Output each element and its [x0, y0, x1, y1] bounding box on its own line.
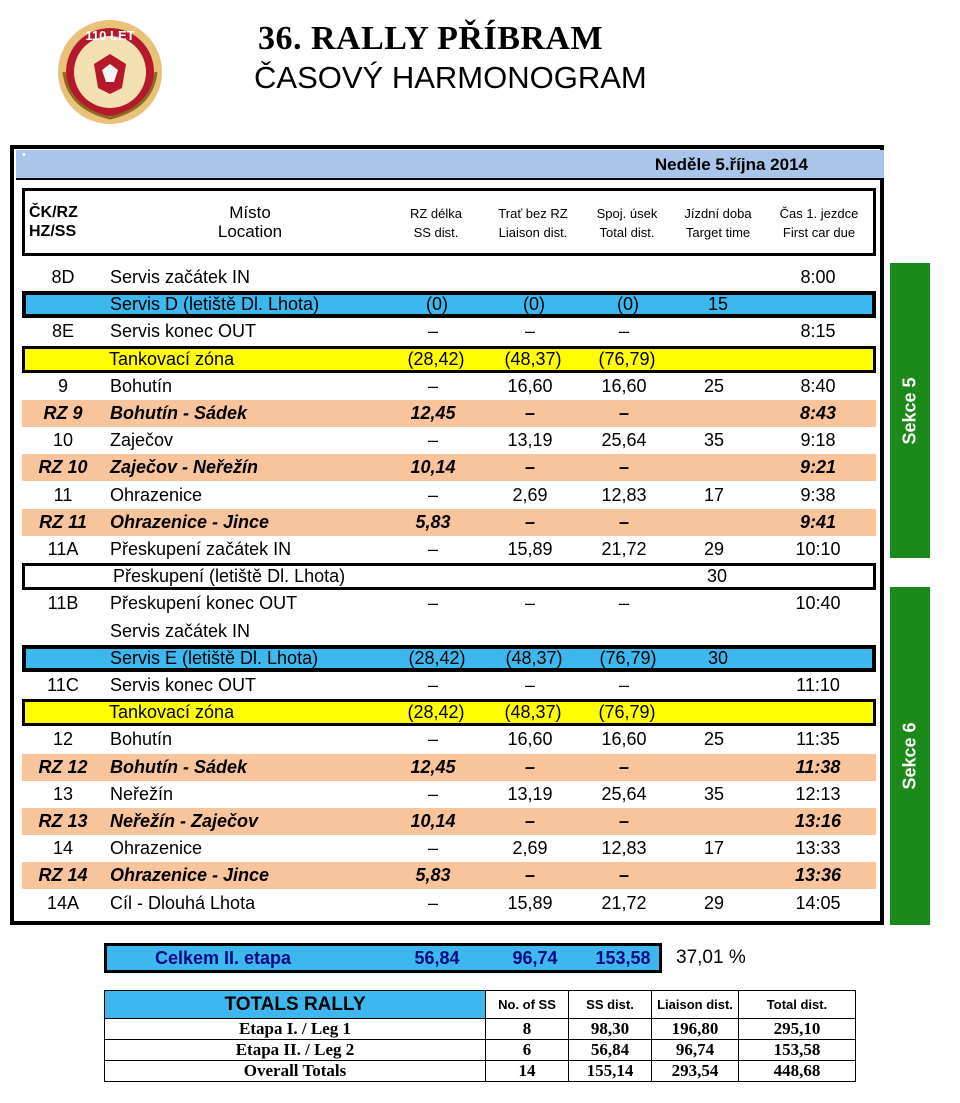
- cell-ck: 12: [52, 729, 74, 750]
- cell-ck: 11: [53, 484, 73, 505]
- cell-jiz: [672, 808, 756, 835]
- cell-jiz: [672, 590, 756, 617]
- col-jiz-2: Target time: [685, 225, 751, 240]
- totals-row-ss: 8: [486, 1019, 569, 1040]
- cell-ck: RZ 10: [38, 457, 88, 478]
- cell-traf: 2,69: [512, 484, 548, 505]
- cell-traf: –: [524, 865, 535, 886]
- schedule-row: [22, 318, 876, 345]
- cell-spoj: 16,60: [601, 375, 647, 396]
- cell-rz: 5,83: [415, 865, 451, 886]
- cell-ck: 13: [52, 783, 74, 804]
- stage-total-ss: 56,84: [414, 948, 460, 968]
- cell-spoj: (76,79): [598, 348, 656, 369]
- cell-spoj: –: [618, 811, 629, 831]
- cell-loc: Bohutín - Sádek: [110, 756, 248, 777]
- cell-loc: Zaječov: [110, 430, 174, 451]
- cell-jiz: 35: [703, 783, 725, 804]
- cell-ck: 11B: [47, 593, 79, 614]
- cell-cas: 12:13: [795, 783, 841, 804]
- cell-cas: [769, 346, 873, 373]
- cell-spoj: 25,64: [601, 430, 647, 451]
- cell-ck: 8D: [51, 267, 75, 287]
- cell-loc: Přeskupení konec OUT: [110, 593, 298, 614]
- date-label: Neděle 5.října 2014: [654, 155, 808, 174]
- cell-ck: [26, 291, 108, 318]
- cell-spoj: (76,79): [599, 647, 657, 668]
- cell-rz: [392, 264, 474, 291]
- cell-spoj: 25,64: [601, 783, 647, 804]
- cell-traf: –: [524, 403, 535, 423]
- cell-loc: Tankovací zóna: [109, 702, 235, 723]
- cell-cas: [769, 699, 873, 726]
- cell-loc: Servis D (letiště Dl. Lhota): [110, 294, 320, 315]
- cell-traf: 13,19: [507, 783, 553, 804]
- cell-traf: –: [524, 811, 535, 831]
- cell-cas: 9:38: [800, 484, 836, 505]
- cell-traf: [488, 618, 572, 645]
- col-spoj-1: Spoj. úsek: [596, 206, 658, 221]
- cell-traf: –: [524, 511, 535, 532]
- cell-loc: Servis začátek IN: [110, 620, 251, 641]
- cell-loc: Neřežín: [110, 783, 174, 804]
- schedule-row: [22, 726, 876, 753]
- service-row: [22, 291, 876, 318]
- cell-loc: Ohrazenice: [110, 484, 203, 505]
- totals-row-total: 448,68: [739, 1061, 856, 1082]
- logo-text: 110 LET: [85, 28, 135, 43]
- cell-jiz: 29: [703, 892, 725, 913]
- cell-rz: –: [427, 838, 438, 859]
- cell-rz: –: [427, 375, 438, 396]
- schedule-row: [22, 835, 876, 862]
- cell-spoj: [582, 264, 666, 291]
- cell-spoj: –: [618, 593, 629, 614]
- cell-traf: [491, 563, 575, 590]
- cell-loc: Ohrazenice - Jince: [110, 511, 270, 532]
- cell-rz: –: [427, 321, 438, 342]
- cell-cas: 8:00: [800, 267, 836, 287]
- refuel-row: [22, 346, 876, 373]
- stage-total-label: Celkem II. etapa: [155, 948, 292, 968]
- cell-rz: 5,83: [415, 511, 451, 532]
- totals-header-ssdist: SS dist.: [569, 991, 652, 1019]
- cell-ck: [26, 645, 108, 672]
- cell-rz: –: [427, 539, 438, 559]
- totals-title: TOTALS RALLY: [105, 991, 486, 1019]
- schedule-row: [22, 672, 876, 699]
- cell-traf: (48,37): [505, 647, 563, 668]
- cell-loc: Servis konec OUT: [110, 321, 257, 342]
- cell-spoj: 21,72: [601, 539, 647, 559]
- cell-traf: –: [524, 457, 535, 478]
- cell-spoj: –: [618, 756, 629, 777]
- cell-cas: 13:33: [795, 838, 841, 859]
- section-6-label: Sekce 6: [899, 722, 920, 790]
- cell-traf: –: [524, 756, 535, 777]
- col-ck-2: HZ/SS: [29, 223, 77, 240]
- cell-ck: 9: [57, 375, 68, 396]
- cell-rz: (28,42): [408, 647, 466, 668]
- cell-ck: [25, 699, 107, 726]
- cell-ck: [25, 563, 107, 590]
- section-6-band: [890, 587, 930, 925]
- cell-jiz: [675, 699, 759, 726]
- cell-cas: 11:38: [795, 756, 841, 777]
- cell-jiz: 30: [707, 647, 729, 668]
- col-jiz-1: Jízdní doba: [684, 206, 752, 221]
- totals-header-ss: No. of SS: [486, 991, 569, 1019]
- cell-traf: 13,19: [507, 430, 553, 451]
- stage-row: [22, 862, 876, 889]
- cell-traf: –: [524, 593, 535, 614]
- totals-row-ss: 14: [486, 1061, 569, 1082]
- cell-cas: 9:41: [799, 511, 837, 532]
- cell-jiz: 17: [703, 484, 725, 505]
- totals-row-ssdist: 155,14: [569, 1061, 652, 1082]
- schedule-row: [22, 536, 876, 563]
- cell-spoj: –: [618, 321, 629, 342]
- refuel-row: [22, 699, 876, 726]
- stage-total-total: 153,58: [595, 948, 651, 968]
- cell-cas: 10:40: [795, 593, 841, 614]
- schedule-row: [22, 427, 876, 454]
- schedule-row: [22, 482, 876, 509]
- stage-row: [22, 509, 876, 536]
- schedule-row: [22, 373, 876, 400]
- cell-rz: –: [427, 484, 438, 505]
- cell-spoj: –: [618, 511, 629, 532]
- cell-jiz: 30: [706, 566, 728, 587]
- totals-row-ssdist: 98,30: [569, 1019, 652, 1040]
- schedule-row: [22, 590, 876, 617]
- cell-jiz: 25: [703, 375, 725, 396]
- cell-traf: (48,37): [504, 702, 562, 723]
- cell-rz: –: [427, 892, 438, 913]
- cell-loc: Cíl - Dlouhá Lhota: [110, 892, 256, 913]
- stage-row: [22, 400, 876, 427]
- cell-traf: 15,89: [507, 892, 553, 913]
- cell-jiz: [675, 346, 759, 373]
- cell-loc: Servis E (letiště Dl. Lhota): [110, 647, 319, 668]
- club-logo: [56, 18, 164, 126]
- cell-cas: 13:16: [794, 811, 842, 831]
- stage-total-bar: [104, 943, 662, 973]
- totals-row-label: Etapa II. / Leg 2: [105, 1040, 486, 1061]
- cell-cas: [770, 291, 874, 318]
- date-band: • Neděle 5.října 2014: [16, 150, 884, 180]
- cell-ck: [25, 346, 107, 373]
- cell-ck: RZ 13: [38, 811, 88, 831]
- cell-rz: 10,14: [410, 811, 456, 831]
- section-5-label: Sekce 5: [899, 376, 920, 445]
- cell-jiz: 29: [703, 539, 725, 559]
- totals-header-liaison: Liaison dist.: [652, 991, 739, 1019]
- totals-row-label: Overall Totals: [105, 1061, 486, 1082]
- cell-spoj: (76,79): [598, 702, 656, 723]
- cell-ck: 11A: [47, 539, 79, 559]
- cell-rz: 12,45: [410, 403, 456, 423]
- cell-spoj: –: [618, 457, 629, 478]
- cell-traf: –: [524, 321, 535, 342]
- cell-jiz: 35: [703, 430, 725, 451]
- totals-row-label: Etapa I. / Leg 1: [105, 1019, 486, 1040]
- cell-ck: RZ 14: [38, 865, 88, 886]
- cell-jiz: 25: [703, 729, 725, 750]
- cell-rz: –: [427, 783, 438, 804]
- cell-loc: Ohrazenice: [110, 838, 203, 859]
- cell-rz: [395, 563, 477, 590]
- cell-rz: (28,42): [407, 348, 465, 369]
- cell-cas: 11:35: [796, 729, 840, 750]
- totals-header-total: Total dist.: [739, 991, 856, 1019]
- cell-spoj: 12,83: [601, 484, 647, 505]
- cell-jiz: 17: [703, 838, 725, 859]
- cell-spoj: 21,72: [601, 892, 647, 913]
- cell-cas: 8:40: [800, 375, 836, 396]
- cell-jiz: [672, 318, 756, 345]
- totals-row-liaison: 96,74: [652, 1040, 739, 1061]
- cell-ck: 11C: [47, 675, 79, 695]
- stage-total-liaison: 96,74: [512, 948, 558, 968]
- cell-cas: 11:10: [796, 675, 840, 695]
- cell-rz: (28,42): [407, 702, 465, 723]
- cell-loc: Bohutín: [110, 375, 173, 396]
- stage-row: [22, 808, 876, 835]
- cell-rz: –: [427, 430, 438, 451]
- cell-jiz: [672, 672, 756, 699]
- cell-ck: RZ 11: [39, 511, 87, 532]
- totals-row-total: 153,58: [739, 1040, 856, 1061]
- cell-ck: [22, 618, 104, 645]
- cell-spoj: (0): [617, 294, 639, 315]
- cell-rz: –: [427, 593, 438, 614]
- totals-row-liaison: 293,54: [652, 1061, 739, 1082]
- cell-cas: 8:15: [800, 321, 836, 342]
- schedule-row: [22, 890, 876, 917]
- stage-percent: 37,01 %: [676, 947, 746, 968]
- cell-traf: (0): [523, 294, 545, 315]
- col-loc-2: Location: [217, 222, 283, 241]
- page-title: 36. RALLY PŘÍBRAM: [258, 20, 604, 57]
- cell-rz: [392, 618, 474, 645]
- cell-spoj: –: [618, 403, 629, 423]
- cell-jiz: [672, 400, 756, 427]
- section-5-band: [890, 263, 930, 558]
- cell-cas: [766, 618, 870, 645]
- totals-row-total: 295,10: [739, 1019, 856, 1040]
- cell-loc: Bohutín - Sádek: [110, 403, 248, 423]
- cell-spoj: [585, 563, 669, 590]
- cell-traf: 2,69: [512, 838, 548, 859]
- cell-jiz: [672, 618, 756, 645]
- totals-row-ssdist: 56,84: [569, 1040, 652, 1061]
- cell-loc: Servis začátek IN: [110, 267, 251, 287]
- cell-jiz: [672, 862, 756, 889]
- cell-ck: 8E: [51, 321, 75, 342]
- cell-loc: Přeskupení začátek IN: [110, 539, 292, 559]
- cell-traf: 15,89: [507, 539, 553, 559]
- schedule-row: [22, 781, 876, 808]
- cell-rz: 10,14: [410, 457, 456, 478]
- col-loc-1: Místo: [229, 203, 271, 222]
- cell-cas: 9:21: [799, 457, 837, 478]
- schedule-row: [22, 264, 876, 291]
- schedule-row: [22, 618, 876, 645]
- cell-rz: –: [427, 729, 438, 750]
- page-subtitle: ČASOVÝ HARMONOGRAM: [254, 60, 647, 95]
- cell-ck: 10: [52, 430, 74, 451]
- cell-cas: 10:10: [795, 539, 841, 559]
- column-header: [22, 188, 876, 256]
- cell-ck: RZ 9: [43, 403, 83, 423]
- cell-spoj: –: [618, 675, 629, 695]
- cell-ck: RZ 12: [38, 756, 88, 777]
- cell-cas: [769, 563, 873, 590]
- col-ck-1: ČK/RZ: [29, 204, 78, 221]
- cell-jiz: 15: [707, 294, 729, 315]
- stage-row: [22, 454, 876, 481]
- totals-row-ss: 6: [486, 1040, 569, 1061]
- cell-traf: –: [524, 675, 535, 695]
- cell-traf: [488, 264, 572, 291]
- cell-ck: 14: [52, 838, 74, 859]
- col-rz-1: RZ délka: [409, 206, 463, 221]
- col-cas-1: Čas 1. jezdce: [779, 206, 859, 221]
- cell-jiz: [672, 509, 756, 536]
- cell-spoj: [582, 618, 666, 645]
- cell-traf: 16,60: [507, 729, 553, 750]
- cell-jiz: [672, 264, 756, 291]
- cell-jiz: [672, 454, 756, 481]
- cell-ck: 14A: [46, 892, 80, 913]
- cell-cas: 14:05: [795, 892, 841, 913]
- cell-loc: Neřežín - Zaječov: [110, 811, 259, 831]
- cell-cas: 13:36: [794, 865, 842, 886]
- cell-loc: Ohrazenice - Jince: [110, 865, 270, 886]
- cell-loc: Servis konec OUT: [110, 675, 257, 695]
- col-traf-1: Trať bez RZ: [498, 206, 568, 221]
- totals-row-liaison: 196,80: [652, 1019, 739, 1040]
- cell-cas: 9:18: [800, 430, 836, 451]
- cell-traf: 16,60: [507, 375, 553, 396]
- stage-row: [22, 754, 876, 781]
- col-rz-2: SS dist.: [413, 225, 459, 240]
- col-traf-2: Liaison dist.: [498, 225, 568, 240]
- cell-cas: [770, 645, 874, 672]
- cell-spoj: –: [618, 865, 629, 886]
- cell-jiz: [672, 754, 756, 781]
- service-row: [22, 645, 876, 672]
- cell-rz: (0): [426, 294, 448, 315]
- cell-loc: Přeskupení (letiště Dl. Lhota): [113, 566, 346, 587]
- schedule-row: [22, 563, 876, 590]
- cell-rz: 12,45: [410, 756, 456, 777]
- totals-table: [104, 990, 856, 1082]
- cell-spoj: 16,60: [601, 729, 647, 750]
- cell-loc: Bohutín: [110, 729, 173, 750]
- col-cas-2: First car due: [782, 225, 856, 240]
- cell-traf: (48,37): [504, 348, 562, 369]
- cell-loc: Zaječov - Neřežín: [110, 457, 259, 478]
- cell-rz: –: [427, 675, 438, 695]
- cell-cas: 8:43: [799, 403, 837, 423]
- cell-spoj: 12,83: [601, 838, 647, 859]
- col-spoj-2: Total dist.: [599, 225, 655, 240]
- cell-loc: Tankovací zóna: [109, 348, 235, 369]
